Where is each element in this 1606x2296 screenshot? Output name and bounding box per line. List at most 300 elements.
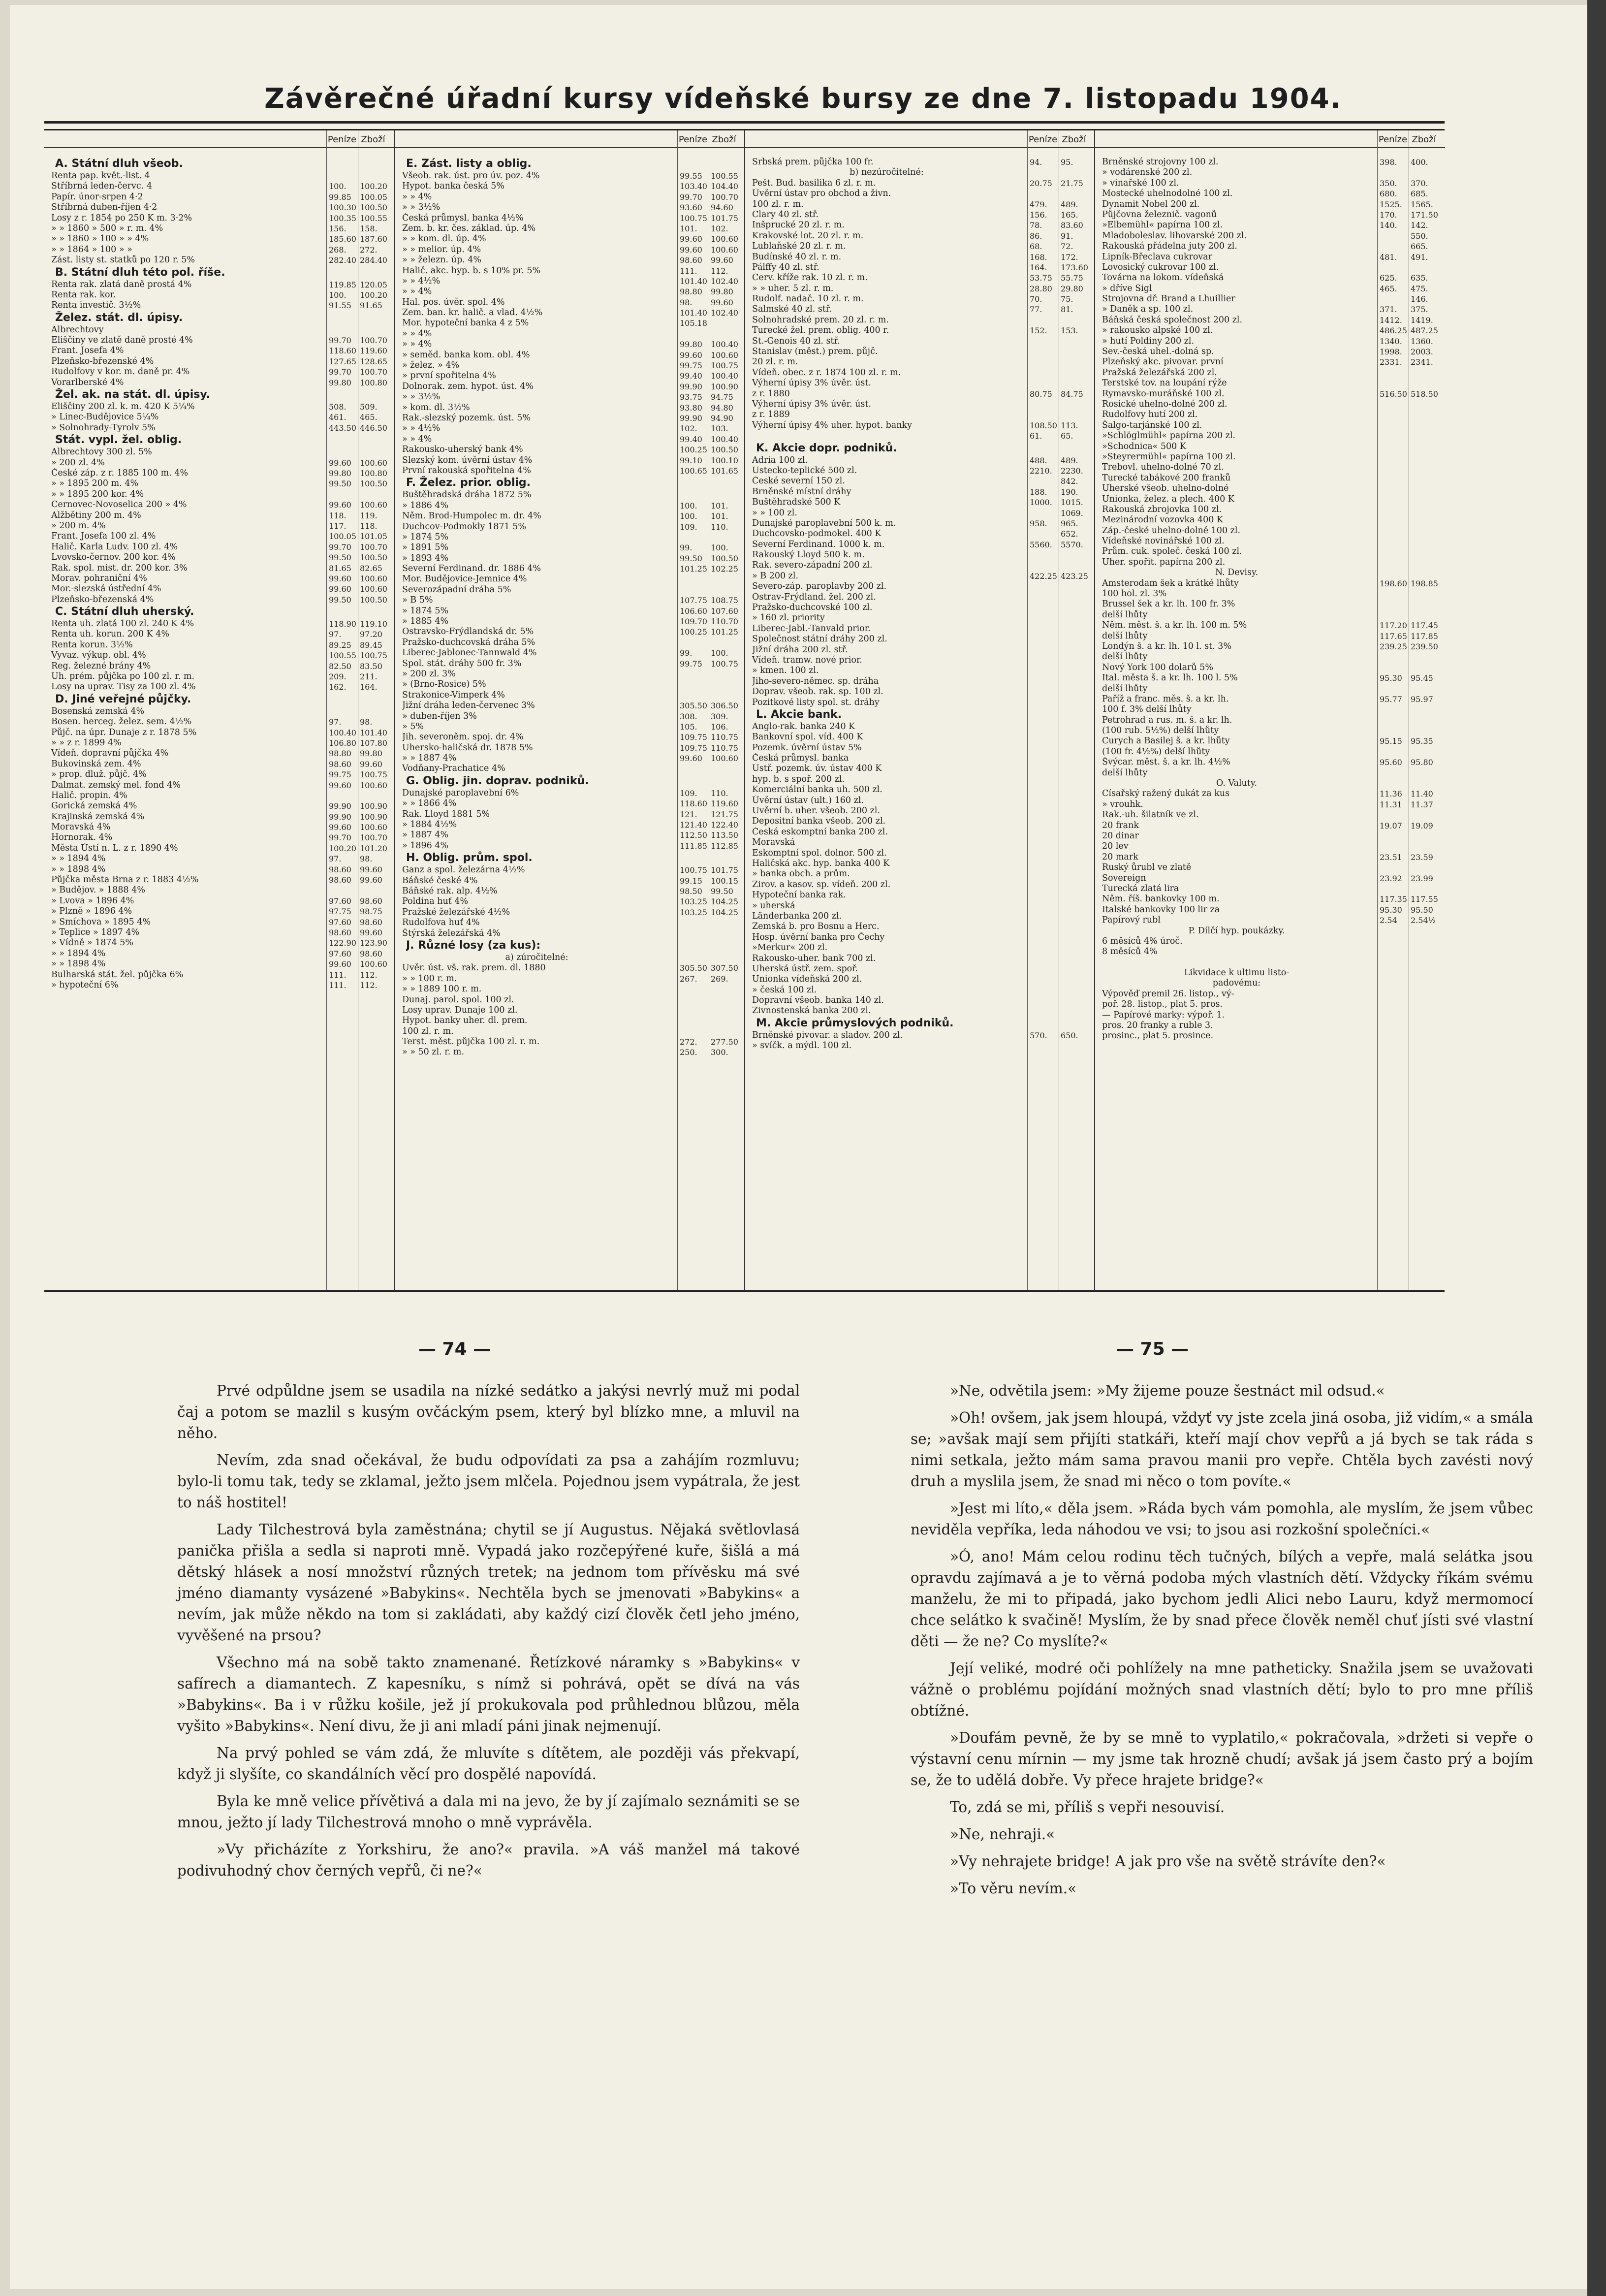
table-row [1095, 610, 1445, 620]
price-zbozi: 100.75 [360, 770, 387, 780]
security-name: Báňské české 4% [402, 875, 478, 886]
price-penize: 1525. [1380, 199, 1402, 209]
table-row [745, 410, 1095, 420]
price-zbozi: 65. [1061, 431, 1073, 441]
price-zbozi: 101. [711, 501, 728, 510]
price-penize: 100. [329, 182, 346, 191]
security-name: Prům. cuk. společ. česká 100 zl. [1102, 546, 1242, 557]
security-name: E. Zást. listy a oblig. [406, 158, 532, 170]
price-zbozi: 91.65 [360, 301, 382, 311]
security-name: » » 1895 200 kor. 4% [51, 489, 144, 499]
table-row [1095, 536, 1445, 546]
table-row [44, 521, 394, 531]
price-zbozi: 99.60 [360, 928, 382, 937]
price-penize: 99. [680, 648, 693, 658]
security-name: P. Dílčí hyp. poukázky. [1188, 925, 1285, 936]
security-name: Hornorak. 4% [51, 832, 113, 843]
price-penize: 117.20 [1380, 621, 1407, 631]
table-row [745, 890, 1095, 900]
header-penize: Peníze [678, 134, 708, 145]
price-penize: 100. [680, 501, 697, 510]
price-penize: 156. [329, 223, 346, 233]
security-name: Clary 40 zl. stř. [752, 209, 819, 220]
table-row [1095, 915, 1445, 925]
price-penize: 97.60 [329, 949, 351, 958]
security-name: Česká průmysl. banka [752, 753, 849, 764]
table-row [395, 764, 745, 774]
table-row [395, 522, 745, 532]
table-row [44, 478, 394, 489]
security-name: Lublaňské 20 zl. r. m. [752, 241, 846, 252]
price-zbozi: 95.97 [1411, 694, 1433, 704]
table-row [44, 290, 394, 300]
table-row [44, 574, 394, 584]
price-zbozi: 119. [360, 510, 378, 520]
price-penize: 152. [1030, 326, 1047, 336]
security-name: Vorarlberské 4% [51, 377, 124, 387]
table-row [1095, 894, 1445, 904]
table-row [1095, 315, 1445, 325]
security-name: C. Státní dluh uherský. [55, 606, 194, 618]
table-row [395, 423, 745, 434]
table-row [44, 531, 394, 542]
security-name: Spol. stát. dráhy 500 fr. 3% [402, 658, 522, 669]
security-name: Plzeňsko-březenská 4% [51, 594, 154, 605]
table-row [44, 510, 394, 521]
price-penize: 95.30 [1380, 673, 1402, 683]
price-penize: 95.77 [1380, 694, 1402, 704]
price-penize: 1340. [1380, 336, 1402, 346]
table-row [44, 917, 394, 927]
price-zbozi: 100.70 [360, 336, 387, 346]
security-name: a) zúročitelné: [505, 952, 568, 962]
price-penize: 100.65 [680, 466, 707, 476]
security-name: Lvovsko-černov. 200 kor. 4% [51, 552, 176, 563]
price-penize: 97. [329, 854, 342, 864]
table-row [745, 220, 1095, 230]
price-zbozi: 72. [1061, 242, 1073, 252]
security-name: L. Akcie bank. [756, 708, 842, 721]
price-penize: 80.75 [1030, 389, 1052, 399]
table-row [44, 245, 394, 255]
table-row [395, 245, 745, 255]
section-heading [1095, 778, 1445, 789]
security-name: Renta uh. zlatá 100 zl. 240 K 4% [51, 619, 194, 629]
table-row [745, 974, 1095, 985]
table-row [395, 963, 745, 973]
security-name: Bulharská stát. žel. půjčka 6% [51, 969, 184, 980]
table-row [44, 970, 394, 980]
price-penize: 105. [680, 722, 697, 732]
security-name: Lovosický cukrovar 100 zl. [1102, 262, 1219, 272]
table-row [44, 542, 394, 552]
price-penize: 308. [680, 711, 697, 721]
security-name: » 1885 4% [402, 616, 449, 627]
column-header [395, 130, 745, 148]
price-zbozi: 83.50 [360, 661, 382, 671]
price-penize: 95.15 [1380, 736, 1402, 746]
security-name: Bosenská zemská 4% [51, 706, 145, 716]
table-row [745, 231, 1095, 241]
security-name: Mor.-slezská ústřední 4% [51, 584, 161, 594]
price-penize: 93.75 [680, 392, 702, 402]
table-row [1095, 957, 1445, 968]
table-row [1095, 505, 1445, 515]
price-zbozi: 118. [360, 521, 378, 531]
security-name: Zemská b. pro Bosnu a Herc. [752, 922, 880, 932]
price-zbozi: 487.25 [1411, 326, 1438, 336]
price-penize: 101.40 [680, 308, 707, 318]
table-row [745, 645, 1095, 655]
security-name: Halič. Karla Ludv. 100 zl. 4% [51, 542, 178, 552]
security-name: Albrechtovy [51, 324, 104, 335]
security-name: Plzeňský akc. pivovar. první [1102, 357, 1224, 367]
security-name: » vodárenské 200 zl. [1102, 167, 1193, 178]
price-zbozi: 98. [360, 854, 373, 864]
security-name: » 200 zl. 3% [402, 669, 456, 679]
security-name: Zem. ban. kr. halič. a vlad. 4½% [402, 308, 543, 318]
security-name: Likvidace k ultimu listo- [1184, 968, 1290, 978]
security-name: » » uher. 5 zl. r. m. [752, 283, 834, 293]
table-row [745, 1006, 1095, 1016]
price-penize: 198.60 [1380, 578, 1407, 588]
security-name: » » 1864 » 100 » » [51, 244, 132, 255]
price-zbozi: 1360. [1411, 336, 1433, 346]
security-name: (100 rub. 5½%) delší lhůty [1102, 726, 1219, 736]
table-row [395, 984, 745, 994]
price-penize: 98.60 [329, 759, 351, 769]
price-zbozi: 100.60 [711, 754, 738, 764]
table-row [44, 780, 394, 791]
price-penize: 68. [1030, 242, 1042, 252]
table-row [1095, 989, 1445, 999]
table-row [395, 266, 745, 276]
price-zbozi: 110. [711, 788, 728, 798]
price-penize: 23.51 [1380, 852, 1402, 862]
table-row [395, 234, 745, 244]
table-row [745, 698, 1095, 708]
price-zbozi: 99.60 [360, 864, 382, 874]
security-name: » » z r. 1899 4% [51, 737, 122, 748]
price-penize: 100.75 [680, 865, 707, 875]
table-row [44, 927, 394, 938]
header-zbozi: Zboží [1412, 134, 1436, 145]
price-zbozi: 123.90 [360, 938, 387, 948]
security-name: Mladoboleslav. lihovarské 200 zl. [1102, 230, 1247, 241]
price-zbozi: 99.50 [711, 887, 733, 896]
price-penize: 78. [1030, 221, 1042, 230]
price-penize: 443.50 [329, 423, 356, 433]
security-name: Živnostenská banka 200 zl. [752, 1006, 871, 1016]
table-row [1095, 336, 1445, 347]
price-penize: 93.80 [680, 403, 702, 413]
price-zbozi: 102.25 [711, 564, 738, 574]
table-row [44, 447, 394, 457]
table-row [745, 336, 1095, 347]
security-name: Mostecké uhelnodolné 100 zl. [1102, 189, 1233, 199]
table-row [745, 603, 1095, 613]
table-row [1095, 189, 1445, 199]
price-penize: 371. [1380, 305, 1397, 315]
table-row [395, 711, 745, 722]
price-penize: 111. [680, 266, 697, 276]
table-row [1095, 241, 1445, 252]
table-row [745, 743, 1095, 753]
security-name: »Merkur« 200 zl. [752, 943, 828, 953]
price-zbozi: 685. [1411, 189, 1428, 199]
price-zbozi: 142. [1411, 221, 1428, 230]
table-row [395, 907, 745, 918]
security-name: » kom. dl. 3½% [402, 402, 470, 413]
security-name: Frant. Josefa 100 zl. 4% [51, 531, 156, 542]
security-name: Papír. únor-srpen 4·2 [51, 191, 143, 202]
table-row [1095, 389, 1445, 399]
price-zbozi: 1015. [1061, 498, 1083, 508]
price-penize: 305.50 [680, 701, 707, 711]
security-name: Srbská prem. půjčka 100 fr. [752, 157, 874, 167]
table-row [44, 367, 394, 377]
security-name: » 1874 5% [402, 532, 449, 542]
body-paragraph: Prvé odpůldne jsem se usadila na nízké sedátko a jakýsi nevrlý muž mi podal čaj a potom se mazlil s kusým ovčáckým psem, který byl blízko mne, a mluvil na něho. [177, 1382, 800, 1441]
price-zbozi: 100.60 [360, 458, 387, 468]
table-row [395, 360, 745, 371]
price-penize: 100.05 [329, 532, 356, 542]
price-zbozi: 198.85 [1411, 578, 1438, 588]
price-penize: 118.60 [680, 799, 707, 809]
price-penize: 99.80 [680, 340, 702, 350]
security-name: » želez. » 4% [402, 360, 460, 371]
price-zbozi: 101. [711, 511, 728, 521]
price-penize: 11.36 [1380, 789, 1402, 799]
security-name: Buštěhradská dráha 1872 5% [402, 490, 532, 500]
security-name: Renta rak. kor. [51, 289, 116, 300]
price-zbozi: 101.75 [711, 213, 738, 223]
security-name: Frant. Josefa 4% [51, 346, 124, 356]
security-name: Bankovní spol. víd. 400 K [752, 732, 863, 742]
security-name: Želez. stát. dl. úpisy. [55, 311, 183, 324]
security-name: Úvěrní b. uher. všeob. 200 zl. [752, 806, 881, 816]
security-name: »Elbemühl« papírna 100 zl. [1102, 220, 1223, 230]
price-zbozi: 375. [1411, 305, 1428, 315]
table-row [44, 181, 394, 191]
security-name: Pešt. Bud. basilika 6 zl. r. m. [752, 178, 876, 188]
table-row [395, 669, 745, 679]
table-row [745, 995, 1095, 1006]
table-row [44, 832, 394, 843]
price-zbozi: 475. [1411, 284, 1428, 293]
price-penize: 109.75 [680, 743, 707, 753]
right-page-text [911, 1380, 1533, 1905]
security-name: Duchcovsko-podmokel. 400 K [752, 529, 882, 539]
price-zbozi: 112. [360, 970, 378, 980]
security-name: Halič. propin. 4% [51, 790, 127, 800]
table-row [1095, 789, 1445, 799]
price-zbozi: 100.75 [711, 361, 738, 371]
security-name: Rudolf. nadač. 10 zl. r. m. [752, 294, 864, 304]
table-row [44, 682, 394, 692]
security-name: » 5% [402, 721, 424, 732]
table-row [395, 585, 745, 595]
price-penize: 117.65 [1380, 631, 1407, 641]
rate-rows [44, 148, 394, 990]
security-name: Ústecko-teplické 500 zl. [752, 465, 857, 476]
security-name: Severozápadní dráha 5% [402, 584, 511, 595]
security-name: Rudolfova huť 4% [402, 918, 480, 928]
price-penize: 109.75 [680, 733, 707, 742]
price-penize: 101. [680, 223, 697, 233]
table-row [1095, 273, 1445, 283]
security-name: » dříve Sigl [1102, 283, 1152, 293]
security-name: Budínské 40 zl. r. m. [752, 252, 842, 262]
security-name: Půjčka města Brna z r. 1883 4½% [51, 875, 199, 885]
price-penize: 99.90 [680, 413, 702, 423]
security-name: Pozitkové listy spol. st. dráhy [752, 697, 880, 707]
price-penize: 91.55 [329, 301, 351, 311]
security-name: Císařský ražený dukát za kus [1102, 789, 1230, 799]
security-name: Ganz a spol. železárna 4½% [402, 865, 525, 875]
table-row [44, 949, 394, 959]
table-row [745, 581, 1095, 592]
security-name: Albrechtovy 300 zl. 5% [51, 447, 152, 457]
security-name: Gorická zemská 4% [51, 801, 137, 811]
security-name: » » 1898 4% [51, 959, 106, 969]
security-name: F. Želez. prior. oblig. [406, 477, 531, 489]
price-penize: 99.70 [329, 336, 351, 346]
security-name: Báňské rak. alp. 4½% [402, 886, 498, 896]
table-row [1095, 1031, 1445, 1041]
price-penize: 98.60 [680, 255, 702, 265]
table-row [395, 213, 745, 223]
security-name: Petrohrad a rus. m. š. a kr. lh. [1102, 715, 1232, 725]
price-penize: 99.60 [329, 574, 351, 583]
section-heading [395, 953, 745, 963]
price-zbozi: 153. [1061, 326, 1078, 336]
table-row [745, 262, 1095, 273]
table-row [745, 368, 1095, 378]
security-name: Rudolfovy v kor. m. daně pr. 4% [51, 367, 190, 377]
price-zbozi: 965. [1061, 518, 1078, 528]
security-name: » » 1898 4% [51, 864, 106, 874]
price-penize: 2210. [1030, 466, 1052, 476]
security-name: Losy z r. 1854 po 250 K m. 3·2% [51, 213, 192, 223]
table-row [44, 280, 394, 290]
table-row [745, 922, 1095, 932]
price-penize: 11.31 [1380, 799, 1402, 809]
table-row [44, 640, 394, 650]
table-row [1095, 652, 1445, 662]
security-name: Liberec-Jablonec-Tannwald 4% [402, 648, 537, 658]
security-name: » hutí Poldiny 200 zl. [1102, 336, 1195, 346]
table-row [395, 732, 745, 742]
table-row [395, 532, 745, 542]
price-zbozi: 108.75 [711, 596, 738, 606]
price-zbozi: 306.50 [711, 701, 738, 711]
security-name: Rak. spol. mist. dr. 200 kor. 3% [51, 563, 188, 573]
price-penize: 103.25 [680, 897, 707, 907]
price-zbozi: 465. [360, 413, 378, 422]
price-zbozi: 100.55 [360, 213, 387, 223]
price-zbozi: 100.50 [711, 553, 738, 563]
table-row [44, 300, 394, 311]
price-zbozi: 101.75 [711, 865, 738, 875]
section-heading [395, 157, 745, 171]
price-zbozi: 2230. [1061, 466, 1083, 476]
security-name: Dunajské paroplavební 500 k. m. [752, 518, 896, 528]
security-name: delší lhůty [1102, 609, 1148, 620]
security-name: Renta pap. květ.-list. 4 [51, 171, 150, 181]
security-name: Báňská česká společnost 200 zl. [1102, 315, 1243, 325]
table-row [395, 445, 745, 455]
table-row [44, 812, 394, 822]
table-row [1095, 167, 1445, 178]
price-zbozi: 491. [1411, 252, 1428, 262]
price-zbozi: 100.55 [711, 171, 738, 181]
price-penize: 98.60 [329, 875, 351, 885]
price-zbozi: 100.60 [360, 780, 387, 790]
security-name: Bosen. herceg. želez. sem. 4½% [51, 717, 192, 727]
table-row [44, 896, 394, 906]
security-name: První rakouská spořitelna 4% [402, 465, 531, 476]
security-name: Stanislav (měst.) prem. půjč. [752, 347, 878, 357]
security-name: » » 1894 4% [51, 948, 106, 958]
price-zbozi: 102.40 [711, 308, 738, 318]
table-row [745, 687, 1095, 697]
price-penize: 100.40 [329, 728, 356, 737]
table-row [1095, 694, 1445, 704]
security-name: Rak.-slezský pozemk. úst. 5% [402, 413, 531, 423]
table-row [1095, 673, 1445, 683]
security-name: » banka obch. a prům. [752, 869, 850, 879]
security-name: Plzeňsko-březenské 4% [51, 356, 154, 366]
security-name: Lipník-Břeclava cukrovar [1102, 252, 1213, 262]
table-row [1095, 620, 1445, 631]
security-name: Alžbětiny 200 m. 4% [51, 510, 141, 520]
security-name: Rakousko-uherský bank 4% [402, 445, 523, 455]
security-name: Hypoteční banka rak. [752, 890, 846, 900]
price-penize: 570. [1030, 1030, 1047, 1040]
section-heading [395, 476, 745, 490]
price-zbozi: 98.60 [360, 896, 382, 906]
price-zbozi: 110.75 [711, 733, 738, 742]
table-row [44, 671, 394, 682]
table-row [745, 837, 1095, 848]
security-name: Uher. spořit. papírna 200 zl. [1102, 557, 1226, 567]
security-name: Výherní úpisy 3% úvěr. úst. [752, 399, 871, 409]
security-name: Rakouský Lloyd 500 k. m. [752, 550, 865, 560]
table-row [1095, 1020, 1445, 1031]
price-penize: 108.50 [1030, 420, 1057, 430]
table-row [1095, 442, 1445, 452]
table-row [395, 308, 745, 318]
table-row [1095, 704, 1445, 715]
price-penize: 185.60 [329, 234, 356, 244]
table-row [745, 399, 1095, 410]
security-name: z r. 1880 [752, 388, 790, 399]
security-name: 100 zl. r. m. [402, 1026, 454, 1036]
table-row [1095, 1010, 1445, 1020]
security-name: Vídeň. obec. z r. 1874 100 zl. r. m. [752, 367, 901, 378]
security-name: B. Státní dluh této pol. říše. [55, 266, 225, 279]
table-row [395, 886, 745, 896]
price-zbozi: 100.60 [711, 245, 738, 255]
security-name: Brussel šek a kr. lh. 100 fr. 3% [1102, 599, 1235, 609]
table-row [745, 378, 1095, 388]
security-name: Mezinárodní vozovka 400 K [1102, 515, 1224, 525]
price-penize: 99.60 [329, 584, 351, 594]
price-penize: 479. [1030, 199, 1047, 209]
price-zbozi: 277.50 [711, 1037, 738, 1047]
section-heading [1095, 968, 1445, 978]
